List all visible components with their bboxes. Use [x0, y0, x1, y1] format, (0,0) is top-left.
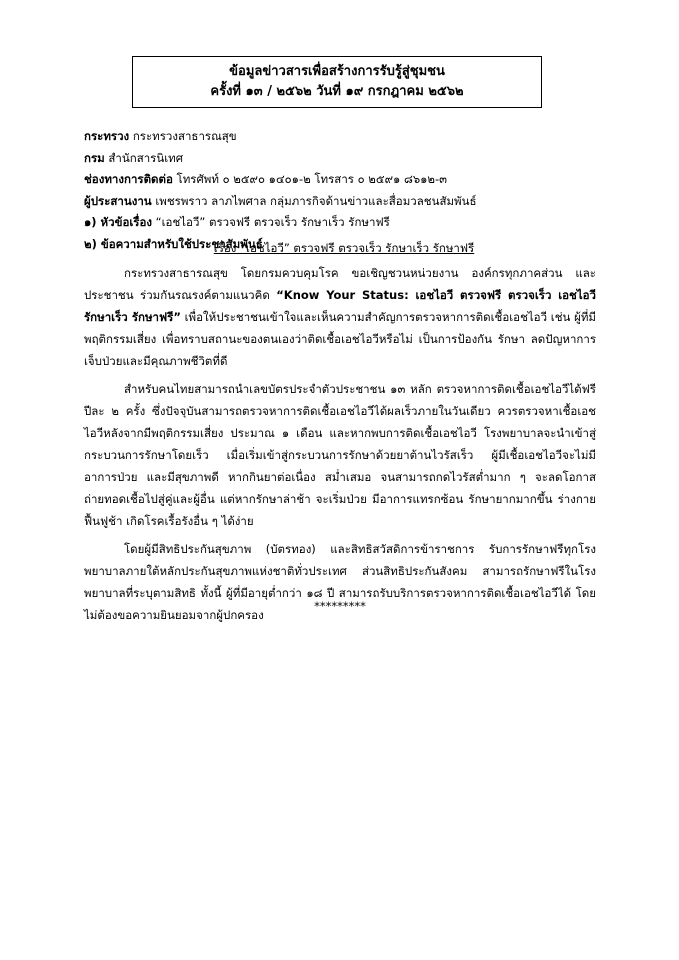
meta-topic: [84, 212, 604, 234]
meta-contact-value: โทรศัพท์ ๐ ๒๕๙๐ ๑๔๐๑-๒ โทรสาร ๐ ๒๕๙๑ ๘๖๑๒-๓: [176, 172, 448, 186]
meta-block: [84, 126, 604, 255]
paragraph-1-part-a: กระทรวงสาธารณสุข โดยกรมควบคุมโรค ขอเชิญชวนหน่วยงาน องค์กรทุกภาคส่วน และประชาชน ร่วมกันรณรงค์ตามแนวคิด: [84, 266, 596, 302]
meta-department: [84, 148, 604, 170]
subject-title: เรื่อง “เอชไอวี” ตรวจฟรี ตรวจเร็ว รักษาเร็ว รักษาฟรี: [213, 241, 475, 255]
meta-contact: [84, 169, 604, 191]
meta-coordinator-value: เพชรพราว ลาภไพศาล กลุ่มภารกิจด้านข่าวและสื่อมวลชนสัมพันธ์: [155, 193, 477, 208]
paragraph-1-slogan: “Know Your Status: เอชไอวี ตรวจฟรี ตรวจเร็ว เอชไอวี รักษาเร็ว รักษาฟรี”: [84, 288, 596, 324]
meta-topic-label: ๑) หัวข้อเรื่อง: [84, 215, 152, 229]
meta-ministry-label: กระทรวง: [84, 129, 130, 143]
meta-coordinator: [84, 191, 604, 213]
end-mark: *********: [314, 599, 366, 613]
header-issue-date: ครั้งที่ ๑๓ / ๒๕๖๒ วันที่ ๑๙ กรกฎาคม ๒๕๖๒: [210, 84, 464, 99]
paragraph-1: [84, 262, 596, 372]
meta-topic-value: “เอชไอวี” ตรวจฟรี ตรวจเร็ว รักษาเร็ว รักษาฟรี: [155, 215, 390, 229]
meta-department-label: กรม: [84, 150, 105, 165]
meta-department-value: สำนักสารนิเทศ: [108, 150, 184, 165]
meta-contact-label: ช่องทางการติดต่อ: [84, 172, 173, 186]
meta-message-label: ๒) ข้อความสำหรับใช้ประชาสัมพันธ์: [84, 236, 263, 251]
header-title: ข้อมูลข่าวสารเพื่อสร้างการรับรู้สู่ชุมชน: [229, 64, 445, 79]
meta-ministry-value: กระทรวงสาธารณสุข: [132, 129, 237, 143]
meta-ministry: [84, 126, 604, 148]
paragraph-2: สำหรับคนไทยสามารถนำเลขบัตรประจำตัวประชาชน ๑๓ หลัก ตรวจหาการติดเชื้อเอชไอวีได้ฟรี ปีละ ๒ ครั้ง ซึ่งปัจจุบันสามารถตรวจหาการติดเชื้อเอชไอวีได้ผลเร็วภายในวันเดียว ควรตรวจหาเชื้อเอชไอวีหลังจากมีพฤติกรรมเสี่ยง ประมาณ ๑ เดือน และหากพบการติดเชื้อเอชไอวี โรงพยาบาลจะนำเข้าสู่กระบวนการรักษาโดยเร็ว เมื่อเริ่มเข้าสู่กระบวนการรักษาด้วยยาต้านไวรัสเร็ว ผู้มีเชื้อเอชไอวีจะไม่มีอาการป่วย และมีสุขภาพดี หากกินยาต่อเนื่อง สม่ำเสมอ จนสามารถกดไวรัสต่ำมาก ๆ จะลดโอกาสถ่ายทอดเชื้อไปสู่คู่และผู้อื่น แต่หากรักษาล่าช้า จะเริ่มป่วย มีอาการแทรกซ้อน รักษายากมากขึ้น ร่างกายฟื้นฟูช้า เกิดโรคเรื้อรังอื่น ๆ ได้ง่าย: [84, 382, 596, 528]
paragraph-1-part-b: เพื่อให้ประชาชนเข้าใจและเห็นความสำคัญการตรวจหาการติดเชื้อเอชไอวี เช่น ผู้ที่มีพฤติกรรมเสี่ยง เพื่อทราบสถานะของตนเองว่าติดเชื้อเอชไอวีหรือไม่ เป็นการป้องกัน รักษา ลดปัญหาการเจ็บป่วยและมีคุณภาพชีวิตที่ดี: [84, 310, 596, 368]
header-box: [132, 56, 542, 108]
meta-coordinator-label: ผู้ประสานงาน: [84, 193, 152, 208]
paragraph-3: โดยผู้มีสิทธิประกันสุขภาพ (บัตรทอง) และสิทธิสวัสดิการข้าราชการ รับการรักษาฟรีทุกโรงพยาบาลภายใต้หลักประกันสุขภาพแห่งชาติทั่วประเทศ ส่วนสิทธิประกันสังคม สามารถรักษาฟรีในโรงพยาบาลที่ระบุตามสิทธิ ทั้งนี้ ผู้ที่มีอายุต่ำกว่า ๑๘ ปี สามารถรับบริการตรวจหาการติดเชื้อเอชไอวีได้ โดยไม่ต้องขอความยินยอมจากผู้ปกครอง: [84, 542, 596, 622]
body-text: [84, 262, 596, 632]
